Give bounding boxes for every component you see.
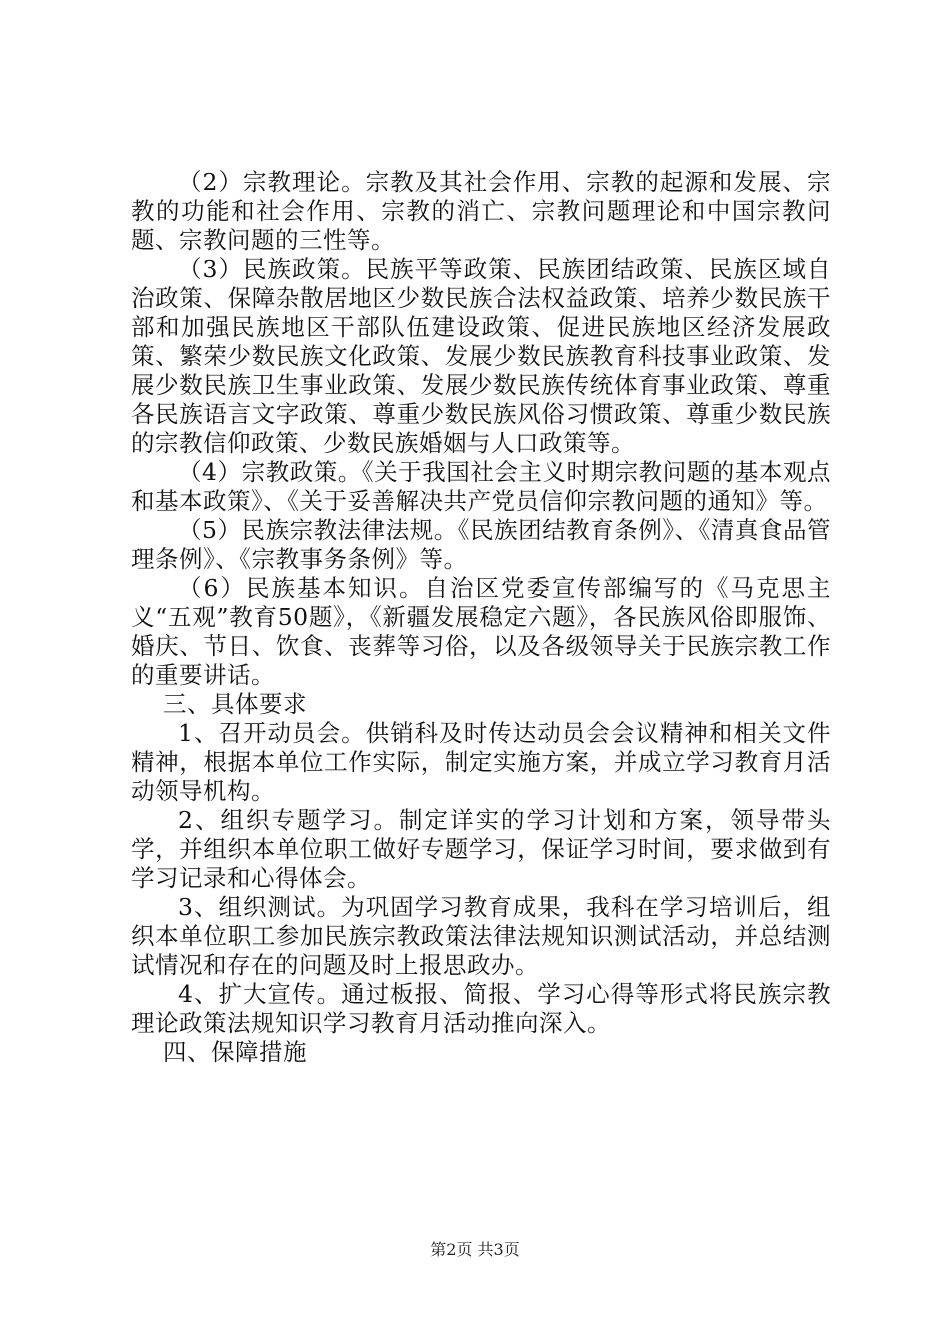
document-body	[131, 168, 831, 1067]
paragraph-publicity: 4、扩大宣传。通过板报、简报、学习心得等形式将民族宗教理论政策法规知识学习教育月活动推向深入。	[131, 980, 831, 1037]
paragraph-religious-theory: （2）宗教理论。宗教及其社会作用、宗教的起源和发展、宗教的功能和社会作用、宗教的消亡、宗教问题理论和中国宗教问题、宗教问题的三性等。	[131, 168, 831, 254]
paragraph-ethnic-policy: （3）民族政策。民族平等政策、民族团结政策、民族区域自治政策、保障杂散居地区少数民族合法权益政策、培养少数民族干部和加强民族地区干部队伍建设政策、促进民族地区经济发展政策、繁荣少数民族文化政策、发展少数民族教育科技事业政策、发展少数民族卫生事业政策、发展少数民族传统体育事业政策、尊重各民族语言文字政策、尊重少数民族风俗习惯政策、尊重少数民族的宗教信仰政策、少数民族婚姻与人口政策等。	[131, 255, 831, 457]
paragraph-religious-policy: （4）宗教政策。《关于我国社会主义时期宗教问题的基本观点和基本政策》、《关于妥善解决共产党员信仰宗教问题的通知》等。	[131, 458, 831, 515]
paragraph-special-study: 2、组织专题学习。制定详实的学习计划和方案，领导带头学，并组织本单位职工做好专题学习，保证学习时间，要求做到有学习记录和心得体会。	[131, 806, 831, 892]
paragraph-laws-regulations: （5）民族宗教法律法规。《民族团结教育条例》、《清真食品管理条例》、《宗教事务条例》等。	[131, 516, 831, 573]
section-heading-safeguards: 四、保障措施	[163, 1038, 307, 1066]
paragraph-basic-knowledge: （6）民族基本知识。自治区党委宣传部编写的《马克思主义“五观”教育50题》，《新疆发展稳定六题》，各民族风俗即服饰、婚庆、节日、饮食、丧葬等习俗，以及各级领导关于民族宗教工作的重要讲话。	[131, 574, 831, 689]
page-number-footer: 第2页 共3页	[430, 1240, 520, 1259]
paragraph-organize-test: 3、组织测试。为巩固学习教育成果，我科在学习培训后，组织本单位职工参加民族宗教政策法律法规知识测试活动，并总结测试情况和存在的问题及时上报思政办。	[131, 893, 831, 979]
paragraph-mobilization-meeting: 1、召开动员会。供销科及时传达动员会会议精神和相关文件精神，根据本单位工作实际，制定实施方案，并成立学习教育月活动领导机构。	[131, 719, 831, 805]
section-heading-requirements: 三、具体要求	[163, 690, 307, 718]
